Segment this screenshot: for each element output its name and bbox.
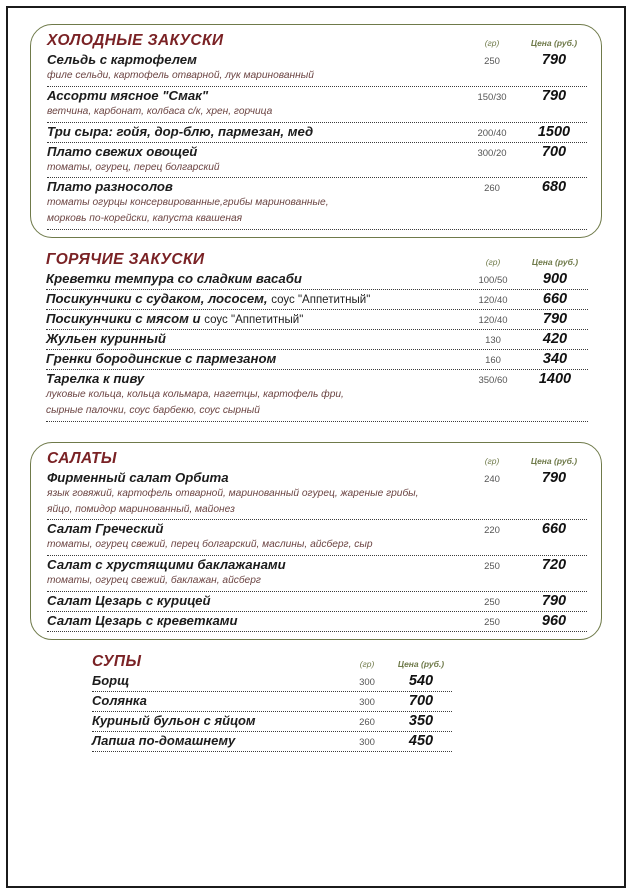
menu-item-price: 700 [541,143,567,160]
menu-item-name-text: Креветки темпура со сладким васаби [46,271,302,287]
menu-item-price: 450 [408,732,434,749]
menu-item-main [46,271,588,287]
menu-item-name-suffix: соус "Аппетитный" [204,314,304,327]
menu-item-price: 790 [541,469,567,486]
menu-item-price: 960 [541,612,567,629]
menu-item-name [92,693,344,708]
menu-item-name-text: Салат с хрустящими баклажанами [47,557,286,573]
menu-item-price: 680 [541,179,567,196]
menu-item-description: томаты, огурец, перец болгарский [47,161,220,173]
menu-item[interactable] [92,672,452,692]
menu-item-main [47,52,587,68]
weight-column-header: (гр) [359,658,375,669]
menu-item-name [47,179,463,194]
menu-item-name [47,613,463,628]
menu-item-description: томаты, огурец свежий, баклажан, айсберг [47,575,261,587]
price-column-header: Цена (руб.) [531,257,579,268]
menu-item-name-text: Плато свежих овощей [47,143,198,159]
menu-item-name-text: Салат Цезарь с курицей [47,592,211,608]
menu-item-weight: 350/60 [478,375,508,387]
menu-item[interactable] [46,370,588,422]
menu-item-main [47,557,587,573]
section-title: ГОРЯЧИЕ ЗАКУСКИ [46,251,205,269]
weight-column-header: (гр) [484,455,500,466]
menu-item[interactable] [47,592,587,612]
menu-item-name [47,144,463,159]
menu-item[interactable] [92,692,452,712]
menu-item-name [46,371,464,386]
menu-section [30,442,602,640]
menu-item[interactable] [47,51,587,87]
menu-item-main [47,470,587,486]
menu-item-name [47,470,463,485]
menu-item-name-text: Куриный бульон с яйцом [92,712,256,728]
menu-item-name-text: Борщ [92,672,130,688]
menu-item[interactable] [46,270,588,290]
menu-item-price: 790 [541,52,567,68]
menu-item-description: луковые кольца, кольца кольмара, нагетцы, картофель фри, [46,389,344,401]
menu-item-name [92,713,344,728]
menu-item-price: 720 [541,557,567,574]
section-header [92,653,452,672]
price-column-header: Цена (руб.) [530,455,578,466]
menu-item[interactable] [47,469,587,521]
menu-item-price: 540 [408,672,434,689]
menu-item-name-text: Три сыра: гойя, дор-блю, пармезан, мед [47,123,314,139]
menu-item-name [46,331,464,346]
menu-section [92,646,452,759]
menu-item[interactable] [47,87,587,123]
menu-item-name [46,291,464,306]
menu-item-main [47,521,587,537]
menu-item-name-text: Фирменный салат Орбита [47,469,229,485]
menu-item-description: томаты, огурец свежий, перец болгарский, маслины, айсберг, сыр [47,539,373,551]
menu-item-description: ветчина, карбонат, колбаса с/к, хрен, горчица [47,105,273,117]
menu-item-name [46,311,464,326]
menu-item-main [46,291,588,307]
menu-item-name [46,351,464,366]
menu-item[interactable] [46,290,588,310]
menu-item-weight: 260 [359,716,375,728]
menu-item-name-text: Тарелка к пиву [46,371,145,387]
menu-item-main [92,673,452,689]
menu-item-main [46,311,588,327]
menu-item-weight: 220 [484,525,500,537]
section-header [47,450,587,469]
menu-item-price: 1400 [538,371,572,388]
menu-item-price: 1500 [537,123,571,140]
menu-item-name [47,593,463,608]
menu-item-weight: 300/20 [477,147,507,159]
menu-item-name-text: Жульен куринный [46,331,166,347]
menu-item-price: 420 [542,331,568,348]
menu-item-weight: 150/30 [477,91,507,103]
menu-item[interactable] [46,310,588,330]
menu-item-main [47,124,587,140]
menu-item-price: 790 [541,592,567,609]
menu-item-description-line2: сырные палочки, соус барбекю, соус сырный [46,404,260,416]
section-title: САЛАТЫ [47,449,117,467]
menu-item-main [47,179,587,195]
section-title: ХОЛОДНЫЕ ЗАКУСКИ [47,32,224,49]
price-column-header: Цена (руб.) [397,658,445,669]
menu-item-name [92,673,344,688]
menu-item-description-line2: морковь по-корейски, капуста квашеная [47,213,243,225]
menu-item-weight: 250 [484,56,500,67]
menu-item-description: филе сельди, картофель отварной, лук маринованный [47,70,314,81]
menu-item[interactable] [46,350,588,370]
section-title: СУПЫ [92,652,142,670]
menu-item-name-suffix: соус "Аппетитный" [271,294,371,307]
menu-item-main [46,351,588,367]
menu-item-main [46,371,588,387]
menu-item-main [47,144,587,160]
menu-item-name-text: Посикунчики с мясом и [46,311,201,327]
menu-item-weight: 300 [359,676,375,688]
menu-item-name-text: Посикунчики с судаком, лососем, [46,291,268,307]
menu-item-main [46,331,588,347]
menu-item-name-text: Лапша по-домашнему [92,732,236,748]
menu-item[interactable] [47,556,587,592]
menu-item-main [92,733,452,749]
menu-item-name-text: Ассорти мясное "Смак" [47,87,209,103]
menu-item-name-text: Плато разносолов [47,179,173,195]
menu-item[interactable] [92,712,452,732]
menu-item-name [47,52,463,67]
menu-item[interactable] [47,612,587,632]
page-frame [6,6,626,888]
menu-item-price: 700 [408,692,434,709]
menu-section [30,244,602,429]
menu-item-price: 350 [408,712,434,729]
menu-item-main [47,88,587,104]
price-column-header: Цена (руб.) [530,38,578,48]
menu-item-description: язык говяжий, картофель отварной, маринованный огурец, жареные грибы, [47,487,419,499]
menu-item[interactable] [47,143,587,179]
menu-item[interactable] [47,520,587,556]
menu-item-weight: 240 [484,473,500,485]
menu-item-name [47,124,463,139]
menu-item-main [92,693,452,709]
menu-item-price: 900 [542,271,568,288]
menu-item-weight: 160 [485,355,501,367]
menu-item[interactable] [47,123,587,143]
menu-item-weight: 250 [484,616,500,628]
menu-item[interactable] [92,732,452,752]
menu-section [30,24,602,238]
menu-item-weight: 260 [484,183,500,195]
menu-item-weight: 300 [359,736,375,748]
menu-item-name [47,557,463,572]
menu-item-description: томаты огурцы консервированные,грибы маринованные, [47,197,329,209]
menu-item-weight: 120/40 [478,315,508,327]
menu-sheet [8,8,624,886]
menu-item-main [92,713,452,729]
menu-item-price: 660 [542,291,568,308]
section-header [47,32,587,51]
menu-item-main [47,593,587,609]
weight-column-header: (гр) [484,38,500,48]
menu-item-weight: 100/50 [478,275,508,287]
menu-item-description-line2: яйцо, помидор маринованный, майонез [47,503,235,515]
menu-item-main [47,613,587,629]
weight-column-header: (гр) [485,257,501,268]
section-header [46,251,588,270]
menu-item-weight: 120/40 [478,295,508,307]
menu-item-price: 790 [542,311,568,328]
menu-item-weight: 250 [484,561,500,573]
menu-item-weight: 250 [484,596,500,608]
menu-item-name [92,733,344,748]
menu-item-weight: 300 [359,696,375,708]
menu-item-price: 340 [542,351,568,368]
menu-item-price: 790 [541,87,567,104]
menu-item-name [46,271,464,286]
section-spacer [30,435,602,442]
menu-item[interactable] [47,178,587,230]
menu-item-name [47,521,463,536]
menu-item-price: 660 [541,521,567,538]
menu-item-name-text: Гренки бородинские с пармезаном [46,351,277,367]
menu-item-weight: 200/40 [477,127,507,139]
menu-item-name-text: Солянка [92,692,147,708]
menu-item-name-text: Сельдь с картофелем [47,52,197,67]
menu-item[interactable] [46,330,588,350]
menu-item-weight: 130 [485,335,501,347]
menu-item-name [47,88,463,103]
menu-item-name-text: Салат Цезарь с креветками [47,612,238,628]
menu-item-name-text: Салат Греческий [47,521,164,537]
